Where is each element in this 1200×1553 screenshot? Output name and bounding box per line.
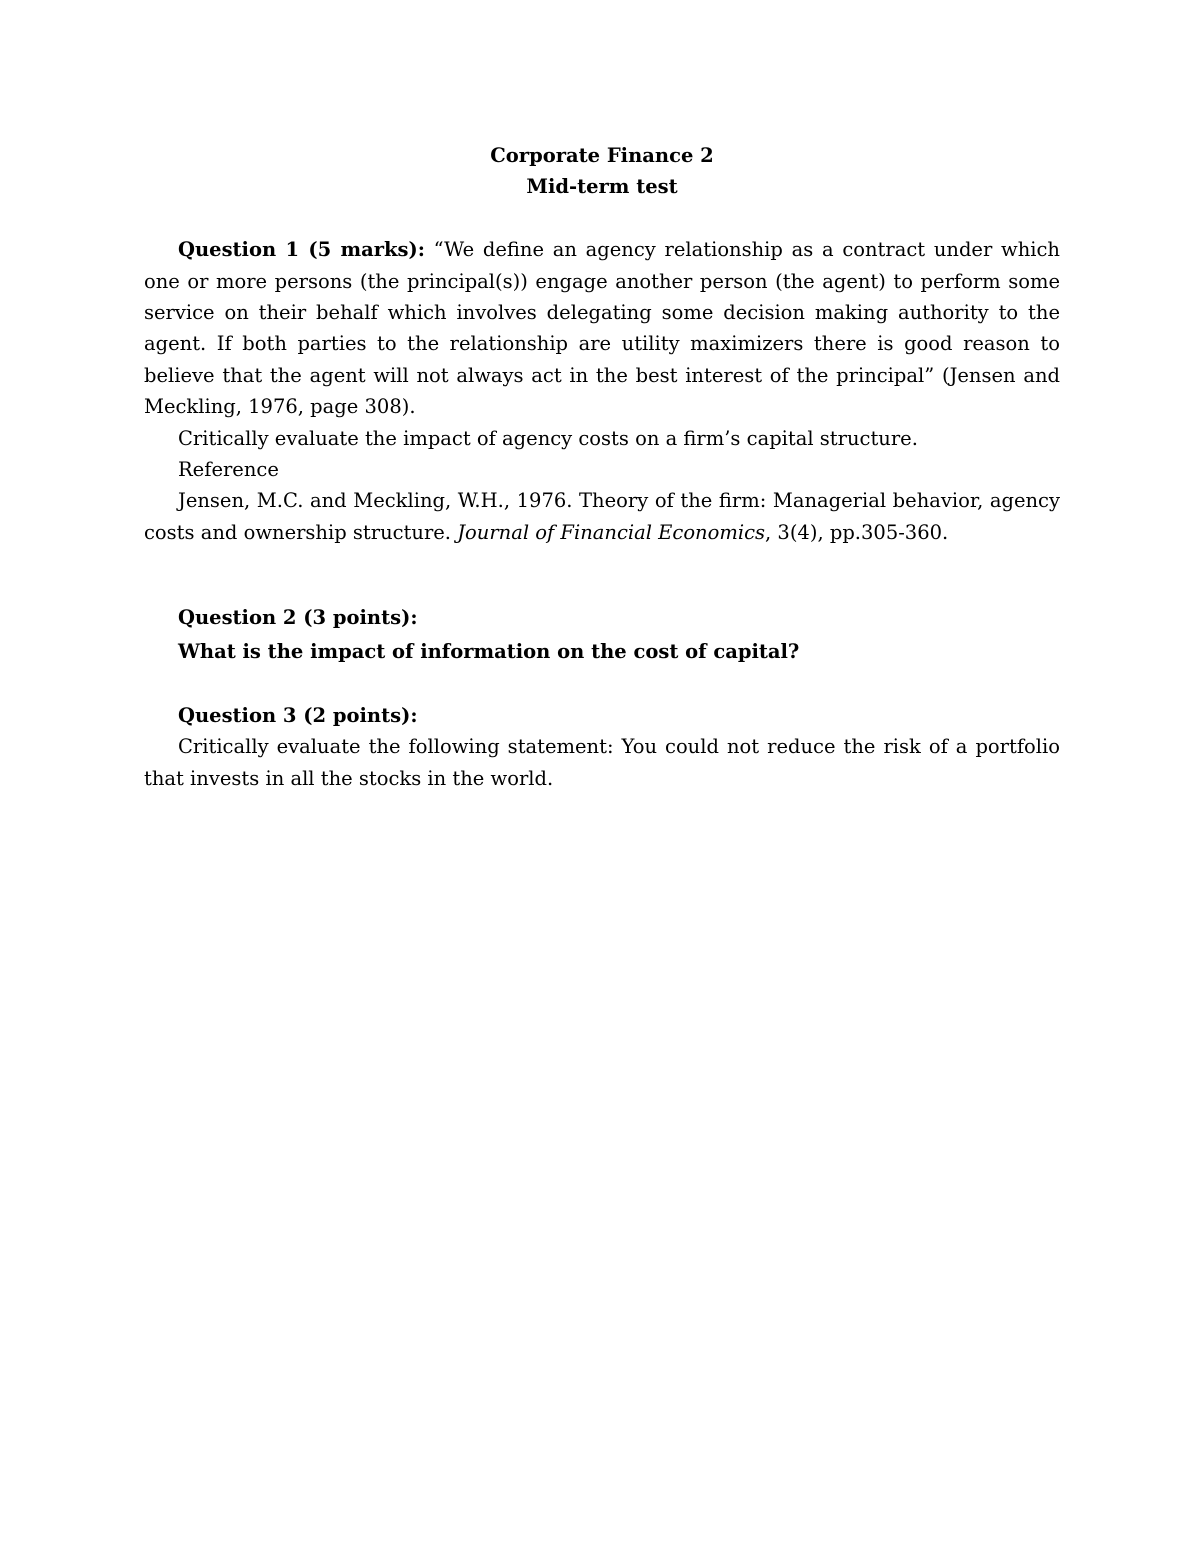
spacer (144, 203, 1060, 234)
question-1-quote: “We define an agency relationship as a contract under which one or more persons (the principal(s)) engage another person (the agent) to perform some service on their behalf which involves delegating some decision making authority to the agent. If both parties to the relationship are utility maximizers there is good reason to believe that the agent will not always act in the best interest of the principal” (Jensen and Meckling, 1976, page 308). (144, 238, 1060, 419)
question-2-label: Question 2 (3 points): (178, 605, 418, 629)
document-subtitle: Mid-term test (526, 175, 678, 199)
reference-heading: Reference (178, 458, 279, 482)
document-title: Corporate Finance 2 (490, 144, 714, 167)
question-3-text: Critically evaluate the following statement: You could not reduce the risk of a portfolio that invests in all the stocks in the world. (144, 735, 1060, 790)
question-3-label: Question 3 (2 points): (178, 704, 418, 728)
reference-volume-pages: , 3(4), pp.305-360. (765, 520, 949, 544)
question-1-label: Question 1 (5 marks): (178, 238, 425, 262)
reference-authors-title: Jensen, M.C. and Meckling, W.H., 1976. Theory of the firm: Managerial behavior, agency costs and ownership structure. (144, 489, 1060, 544)
spacer (144, 548, 1060, 579)
document-content (144, 140, 1060, 794)
reference-citation (144, 485, 1060, 548)
question-1-paragraph (144, 234, 1060, 422)
question-1-task: Critically evaluate the impact of agency costs on a firm’s capital structure. (178, 426, 918, 450)
question-2-text: What is the impact of information on the cost of capital? (178, 639, 800, 663)
spacer (144, 669, 1060, 700)
reference-journal: Journal of Financial Economics (457, 520, 766, 544)
spacer (144, 580, 1060, 601)
